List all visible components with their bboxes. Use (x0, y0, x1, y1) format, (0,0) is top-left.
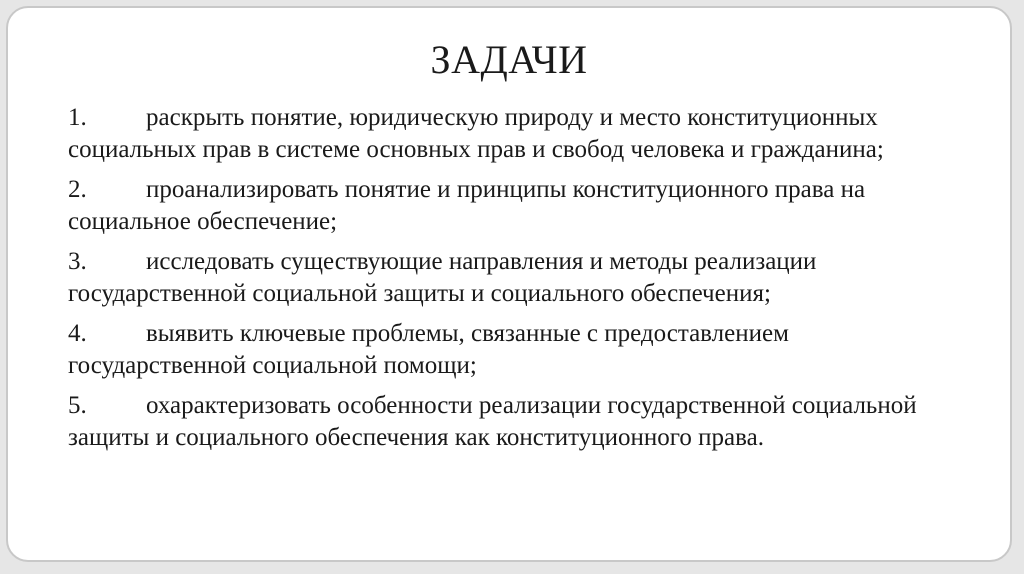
task-text: исследовать существующие направления и методы реализации государственной социальной защиты и социального обеспечения; (68, 248, 817, 307)
task-number: 3. (68, 248, 87, 275)
task-number: 5. (68, 392, 87, 419)
task-item (68, 246, 966, 310)
task-text: охарактеризовать особенности реализации государственной социальной защиты и социального обеспечения как конституционного права. (68, 392, 917, 451)
task-text: раскрыть понятие, юридическую природу и место конституционных социальных прав в системе основных прав и свобод человека и гражданина; (68, 104, 884, 163)
task-item (68, 390, 966, 454)
task-item (68, 318, 966, 382)
task-text: проанализировать понятие и принципы конституционного права на социальное обеспечение; (68, 176, 866, 235)
task-item (68, 102, 966, 166)
task-number: 2. (68, 176, 87, 203)
task-number: 4. (68, 320, 87, 347)
task-list (68, 102, 966, 462)
task-item (68, 174, 966, 238)
slide (6, 6, 1012, 562)
slide-title: ЗАДАЧИ (430, 37, 588, 82)
task-number: 1. (68, 104, 87, 131)
task-text: выявить ключевые проблемы, связанные с предоставлением государственной социальной помощи; (68, 320, 789, 379)
